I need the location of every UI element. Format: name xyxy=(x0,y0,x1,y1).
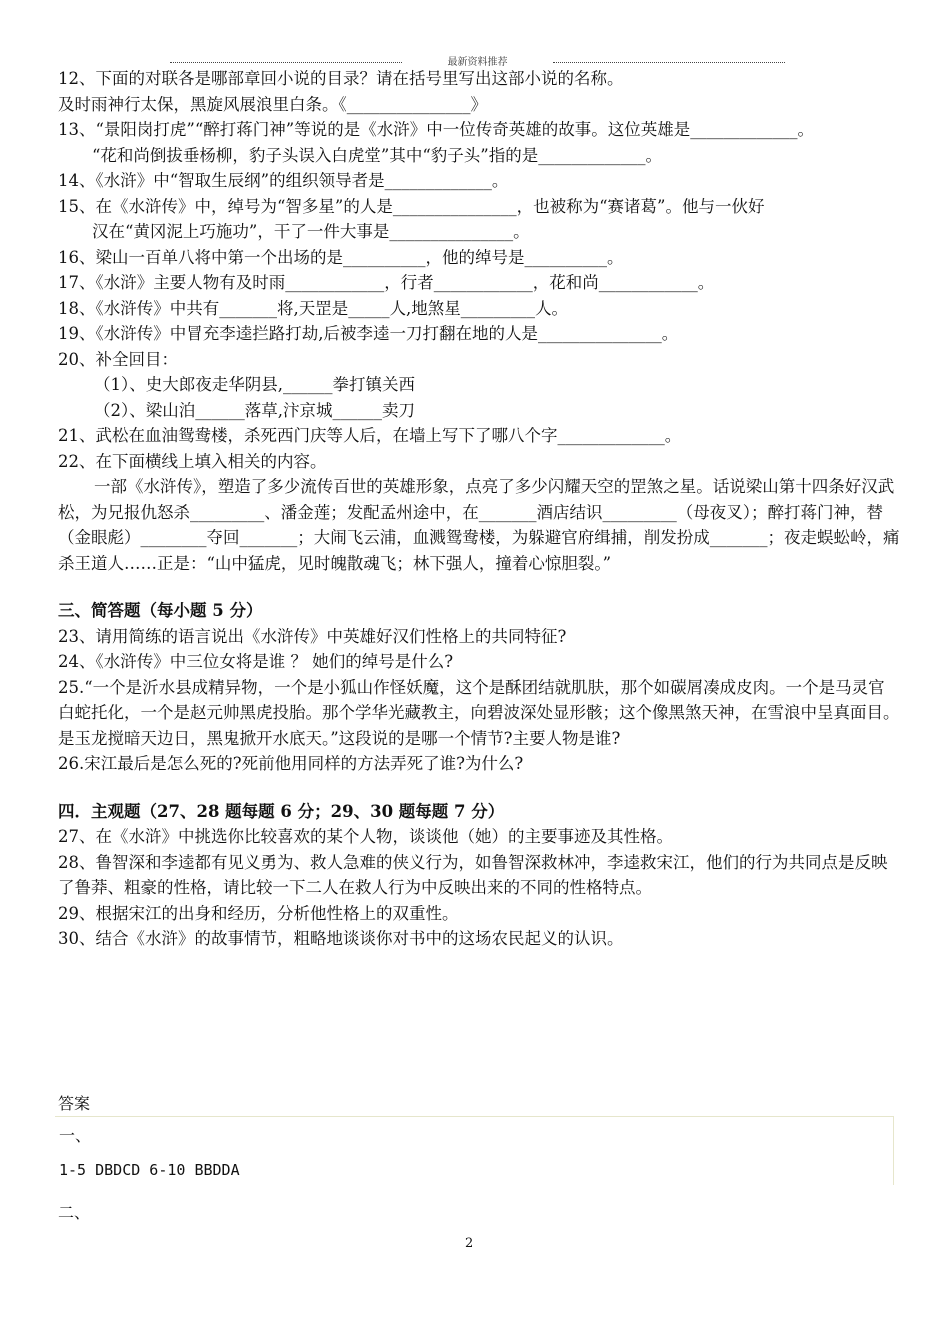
header-dotted-rule-right xyxy=(553,62,785,63)
question-12-couplet: 及时雨神行太保，黑旋风展浪里白条。《_______________》 xyxy=(58,94,487,114)
question-17: 17、《水浒》主要人物有及时雨____________，行者____________，花和尚____________。 xyxy=(58,273,715,292)
question-20-item-2: （2）、梁山泊______落草,汴京城______卖刀 xyxy=(94,400,415,420)
question-27: 27、在《水浒》中挑选你比较喜欢的某个人物，谈谈他（她）的主要事迹及其性格。 xyxy=(58,827,673,846)
question-14: 14、《水浒》中“智取生辰纲”的组织领导者是_____________。 xyxy=(58,171,509,190)
question-20-item-1: （1）、史大郎夜走华阴县,______拳打镇关西 xyxy=(94,375,415,394)
answers-part-1-value: 1-5 DBDCD 6-10 BBDDA xyxy=(59,1161,240,1179)
question-13: 13、“景阳岗打虎”“醉打蒋门神”等说的是《水浒》中一位传奇英雄的故事。这位英雄是_____________。 xyxy=(58,120,814,139)
question-13-part2: “花和尚倒拔垂杨柳，豹子头误入白虎堂”其中“豹子头”指的是_____________。 xyxy=(92,145,662,165)
question-content xyxy=(58,66,900,952)
header-text: 最新资料推荐 xyxy=(444,57,512,68)
question-22: 22、在下面横线上填入相关的内容。 xyxy=(58,451,327,471)
question-22-paragraph: 一部《水浒传》，塑造了多少流传百世的英雄形象，点亮了多少闪耀天空的罡煞之星。话说梁山第十四条好汉武松，为兄报仇怒杀_________、潘金莲；发配孟州途中，在_______酒店结识_________（母夜叉）；醉打蒋门神，替（金眼彪）________夺回_______；大闹飞云浦，血溅鸳鸯楼，为躲避官府缉捕，削发扮成_______；夜走蜈蚣岭，痛杀王道人……正是：“山中猛虎，见时魄散魂飞；林下强人，撞着心惊胆裂。” xyxy=(58,477,900,573)
question-18: 18、《水浒传》中共有_______将,天罡是_____人,地煞星_________人。 xyxy=(58,298,568,318)
answers-box xyxy=(55,1116,894,1185)
answers-title: 答案 xyxy=(58,1094,91,1113)
question-12: 12、下面的对联各是哪部章回小说的目录？请在括号里写出这部小说的名称。 xyxy=(58,69,624,88)
question-24: 24、《水浒传》中三位女将是谁 ？ 她们的绰号是什么? xyxy=(58,652,454,671)
question-15-cont: 汉在“黄冈泥上巧施功”，干了一件大事是_______________。 xyxy=(92,222,530,241)
question-25: 25.“一个是沂水县成精异物，一个是小狐山作怪妖魔，这个是酥团结就肌肤，那个如碳屑凑成皮肉。一个是马灵官白蛇托化，一个是赵元帅黑虎投胎。那个学华光藏教主，向碧波深处显形骸；这个像黑煞天神，在雪浪中呈真面目。是玉龙搅暗天边日，黑鬼掀开水底天。”这段说的是哪一个情节?主要人物是谁? xyxy=(58,677,900,748)
question-16: 16、梁山一百单八将中第一个出场的是__________，他的绰号是__________。 xyxy=(58,247,624,267)
question-21: 21、武松在血油鸳鸯楼，杀死西门庆等人后，在墙上写下了哪八个字_____________。 xyxy=(58,426,682,445)
question-20: 20、补全回目： xyxy=(58,349,178,369)
section-4-title: 四．主观题（27、28 题每题 6 分；29、30 题每题 7 分） xyxy=(58,801,505,821)
question-15: 15、在《水浒传》中，绰号为“智多星”的人是_______________，也被称为“赛诸葛”。他与一伙好 xyxy=(58,196,765,216)
question-28: 28、鲁智深和李逵都有见义勇为、救人急难的侠义行为，如鲁智深救林冲，李逵救宋江，他们的行为共同点是反映了鲁莽、粗豪的性格，请比较一下二人在救人行为中反映出来的不同的性格特点。 xyxy=(58,852,888,897)
section-3-title: 三、简答题（每小题 5 分） xyxy=(58,601,263,620)
question-23: 23、请用简练的语言说出《水浒传》中英雄好汉们性格上的共同特征? xyxy=(58,626,567,646)
question-19: 19、《水浒传》中冒充李逵拦路打劫,后被李逵一刀打翻在地的人是_______________。 xyxy=(58,324,679,343)
question-26: 26.宋江最后是怎么死的?死前他用同样的方法弄死了谁?为什么? xyxy=(58,754,524,773)
page-number: 2 xyxy=(465,1236,474,1251)
header-dotted-rule-left xyxy=(170,62,402,63)
question-29: 29、根据宋江的出身和经历，分析他性格上的双重性。 xyxy=(58,903,459,923)
question-30: 30、结合《水浒》的故事情节，粗略地谈谈你对书中的这场农民起义的认识。 xyxy=(58,929,624,948)
answers-part-1-label: 一、 xyxy=(59,1126,92,1145)
answers-part-2-label: 二、 xyxy=(58,1203,91,1222)
